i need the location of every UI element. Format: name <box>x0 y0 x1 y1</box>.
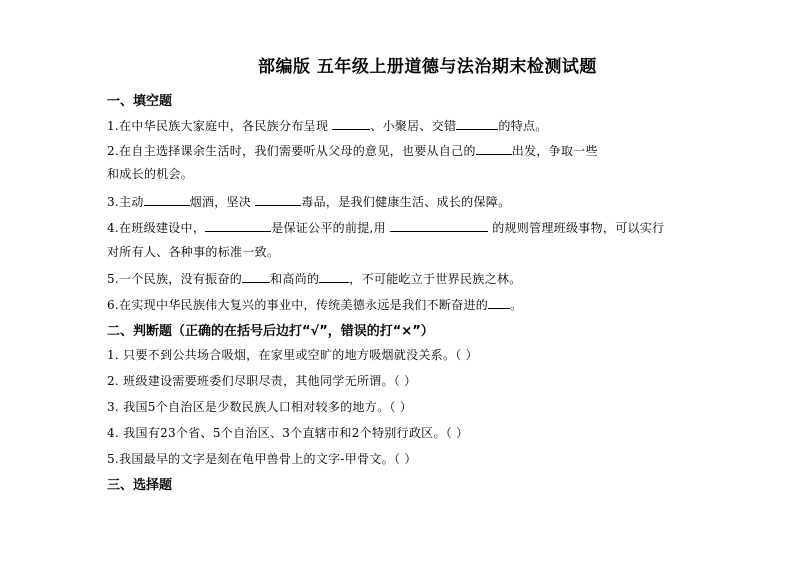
tf-item-3: 3. 我国5个自治区是少数民族人口相对较多的地方。（ ） <box>107 400 413 414</box>
question-6: 6.在实现中华民族伟大复兴的事业中，传统美德永远是我们不断奋进的 。 <box>107 298 523 312</box>
tf-item-2: 2. 班级建设需要班委们尽职尽责，其他同学无所谓。（ ） <box>107 374 417 388</box>
question-5: 5.一个民族，没有振奋的 和高尚的 ，不可能屹立于世界民族之林。 <box>107 272 522 286</box>
answer-blank <box>332 118 370 130</box>
answer-blank <box>390 220 488 232</box>
page-title: 部编版 五年级上册道德与法治期末检测试题 <box>258 57 597 77</box>
answer-blank <box>144 194 190 206</box>
answer-blank <box>476 143 512 155</box>
section-choice-heading: 三、选择题 <box>107 478 173 493</box>
question-1: 1.在中华民族大家庭中，各民族分布呈现 、小聚居、交错 的特点。 <box>107 119 548 133</box>
question-4: 4.在班级建设中， 是保证公平的前提,用 的规则管理班级事物，可以实行 <box>107 221 665 235</box>
tf-item-5: 5.我国最早的文字是刻在龟甲兽骨上的文字-甲骨文。（ ） <box>107 452 417 466</box>
tf-item-1: 1. 只要不到公共场合吸烟，在家里或空旷的地方吸烟就没关系。（ ） <box>107 348 478 362</box>
tf-item-4: 4. 我国有23个省、5个自治区、3个直辖市和2个特别行政区。（ ） <box>107 426 469 440</box>
answer-blank <box>319 271 349 283</box>
section-fill-blank-heading: 一、填空题 <box>107 94 173 109</box>
question-4-continued: 对所有人、各种事的标准一致。 <box>107 245 280 259</box>
question-2: 2.在自主选择课余生活时，我们需要听从父母的意见，也要从自己的 出发，争取一些 <box>107 144 598 158</box>
answer-blank <box>205 220 271 232</box>
answer-blank <box>255 194 301 206</box>
question-3: 3.主动 烟酒，坚决 毒品，是我们健康生活、成长的保障。 <box>107 195 511 209</box>
answer-blank <box>488 297 510 309</box>
section-true-false-heading: 二、判断题（正确的在括号后边打“√”，错误的打“×”） <box>107 324 434 339</box>
question-2-continued: 和成长的机会。 <box>107 167 194 181</box>
answer-blank <box>242 271 270 283</box>
answer-blank <box>456 118 498 130</box>
